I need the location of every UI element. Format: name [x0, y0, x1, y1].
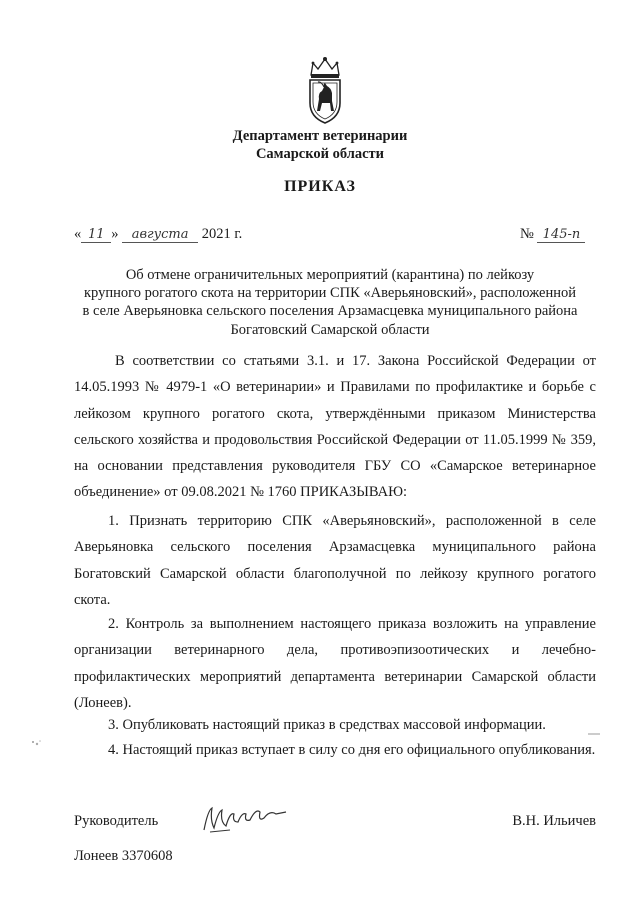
department-line-2: Самарской области — [255, 146, 385, 162]
number-prefix: № — [520, 226, 534, 242]
signatory-title: Руководитель — [74, 813, 159, 829]
date-month: августа — [122, 228, 198, 243]
order-item-2: 2. Контроль за выполнением настоящего приказа возложить на управление организации ветеринарного дела, противоэпизоотических и лечебно-профилактических мероприятий департамента ветеринарии Самарской области (Лонеев). — [74, 616, 596, 711]
order-subject — [60, 266, 600, 339]
order-date — [74, 226, 242, 243]
date-day: 11 — [81, 228, 111, 243]
order-item-1: 1. Признать территорию СПК «Аверьяновский», расположенной в селе Аверьяновка сельского поселения Арзамасцевка муниципального района Богатовский Самарской области благополучной по лейкозу крупного рогатого скота. — [74, 513, 596, 608]
document-type-title: ПРИКАЗ — [284, 178, 356, 195]
date-year: 2021 г. — [201, 226, 243, 242]
order-item-3: 3. Опубликовать настоящий приказ в средствах массовой информации. — [108, 717, 546, 733]
number-value: 145-п — [537, 228, 585, 243]
department-line-1: Департамент ветеринарии — [232, 128, 408, 144]
order-item-4: 4. Настоящий приказ вступает в силу со дня его официального опубликования. — [108, 742, 596, 758]
date-close-quote: » — [111, 226, 119, 242]
date-open-quote: « — [74, 226, 82, 242]
order-number — [520, 226, 585, 243]
subject-line-2: крупного рогатого скота на территории СПК «Аверьяновский», расположенной — [84, 285, 576, 302]
preamble-paragraph: В соответствии со статьями 3.1. и 17. Закона Российской Федерации от 14.05.1993 № 4979-1 «О ветеринарии» и Правилами по профилактике и борьбе с лейкозом крупного рогатого скота, утверждёнными приказом Министерства сельского хозяйства и продовольствия Российской Федерации от 11.05.1999 № 359, на основании представления руководителя ГБУ СО «Самарское ветеринарное объединение» от 09.08.2021 № 1760 ПРИКАЗЫВАЮ: — [74, 353, 596, 501]
handwritten-signature-icon — [200, 800, 290, 836]
department-heading — [150, 127, 490, 163]
subject-line-1: Об отмене ограничительных мероприятий (карантина) по лейкозу — [125, 267, 535, 283]
scan-mark-icon — [588, 732, 600, 736]
subject-line-3: в селе Аверьяновка сельского поселения Арзамасцевка муниципального района — [82, 303, 578, 320]
signatory-name: В.Н. Ильичев — [512, 813, 596, 829]
scan-artifact-icon — [30, 738, 44, 748]
subject-line-4: Богатовский Самарской области — [230, 321, 430, 338]
contact-footer: Лонеев 3370608 — [74, 848, 173, 864]
coat-of-arms-icon — [302, 55, 348, 125]
